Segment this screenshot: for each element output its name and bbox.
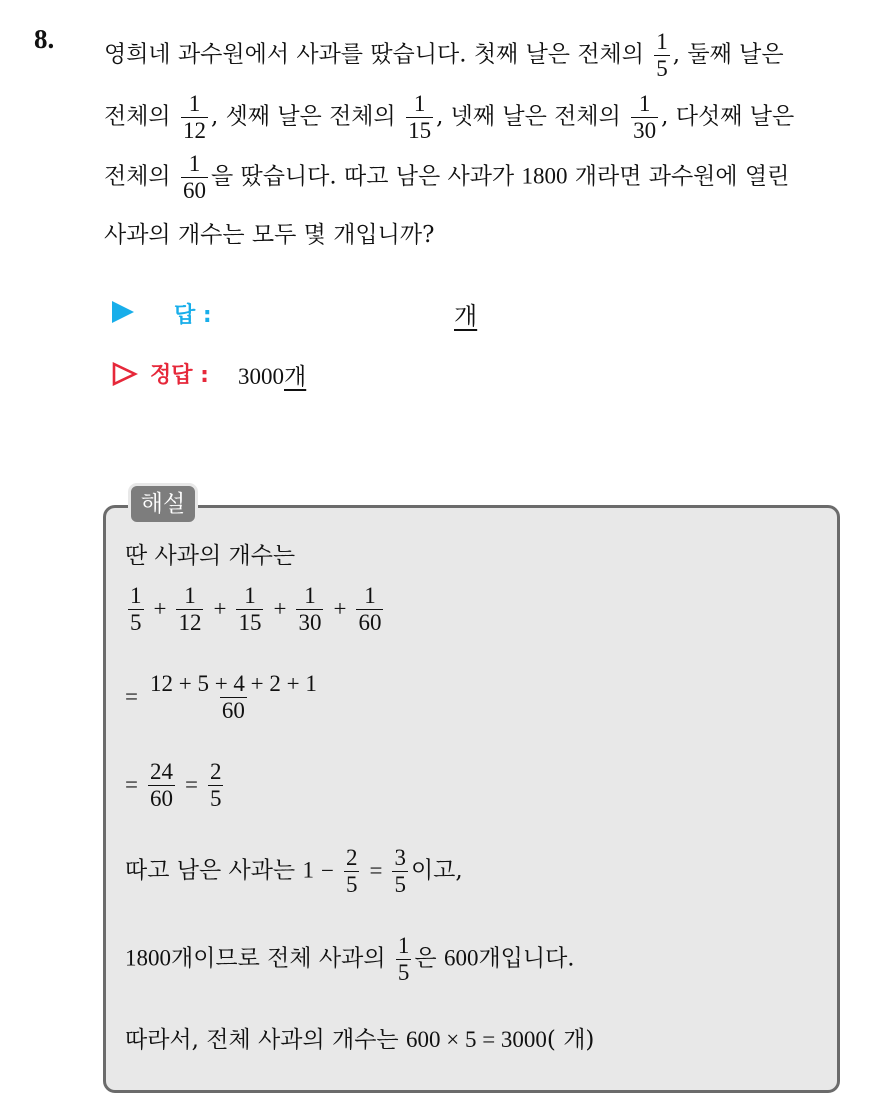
fraction-1-30: $\frac{1}{30}$ [633, 91, 657, 144]
question-number: 8. [34, 24, 55, 54]
answer-label: 답 : [174, 303, 212, 328]
correct-answer-label: 정답 : [150, 363, 209, 388]
combined-fraction: $\frac{12 + 5 + 4 + 2 + 1}{60}$ [149, 671, 317, 724]
solution-tab: 해설 [128, 483, 198, 525]
solution-total: 1800개이므로 전체 사과의 $\frac{1}{5}$ 은 600개입니다. [125, 933, 575, 986]
answer-input-blank[interactable]: 개 [454, 302, 478, 330]
solution-final: 따라서, 전체 사과의 개수는 600 × 5 = 3000( 개) [125, 1027, 595, 1053]
question-line-1: 영희네 과수원에서 사과를 땄습니다. 첫째 날은 전체의 $\frac{1}{5}$ , 둘째 날은 [104, 29, 784, 82]
fraction-24-60: $\frac{24}{60}$ [149, 759, 173, 812]
sum-fraction: $\frac{1}{60}$ [358, 583, 382, 636]
fraction-2-5: $\frac{2}{5}$ [345, 845, 358, 898]
correct-answer-value: 3000개 [238, 364, 307, 390]
answer-row [112, 296, 512, 330]
fraction-3-5: $\frac{3}{5}$ [394, 845, 406, 898]
correct-answer-row [112, 356, 512, 390]
question-line-4: 사과의 개수는 모두 몇 개입니까? [104, 222, 435, 248]
question-line-3: 전체의 $\frac{1}{60}$ 을 땄습니다. 따고 남은 사과가 1800 개라면 과수원에 열린 [104, 151, 790, 204]
fraction-1-5: $\frac{1}{5}$ [656, 29, 668, 82]
outline-play-icon [112, 362, 138, 386]
sum-fraction: $\frac{1}{12}$ [178, 583, 202, 636]
fraction-1-12: $\frac{1}{12}$ [182, 91, 206, 144]
solution-intro: 딴 사과의 개수는 [125, 543, 296, 569]
sum-fraction: $\frac{1}{15}$ [238, 583, 262, 636]
fraction-2-5: $\frac{2}{5}$ [209, 759, 222, 812]
question-line-2: 전체의 $\frac{1}{12}$ , 셋째 날은 전체의 $\frac{1}{15}$ , 넷째 날은 전체의 $\frac{1}{30}$ , 다섯째 날은 [104, 91, 795, 144]
sum-fraction: $\frac{1}{30}$ [298, 583, 322, 636]
solution-sum-expression: $\frac{1}{5}$ + $\frac{1}{12}$ + $\frac{1}{15}$ + $\frac{1}{30}$ + $\frac{1}{60}$ [130, 583, 382, 636]
fraction-1-5: $\frac{1}{5}$ [397, 933, 410, 986]
play-icon [112, 301, 134, 323]
solution-step-3: = $\frac{24}{60}$ = $\frac{2}{5}$ [125, 759, 222, 812]
fraction-1-60: $\frac{1}{60}$ [182, 151, 206, 204]
fraction-1-15: $\frac{1}{15}$ [408, 91, 432, 144]
sum-fraction: $\frac{1}{5}$ [130, 583, 142, 636]
solution-step-2: = $\frac{12 + 5 + 4 + 2 + 1}{60}$ [125, 671, 317, 724]
solution-remaining: 따고 남은 사과는 1 − $\frac{2}{5}$ = $\frac{3}{5}$ 이고, [125, 845, 463, 898]
